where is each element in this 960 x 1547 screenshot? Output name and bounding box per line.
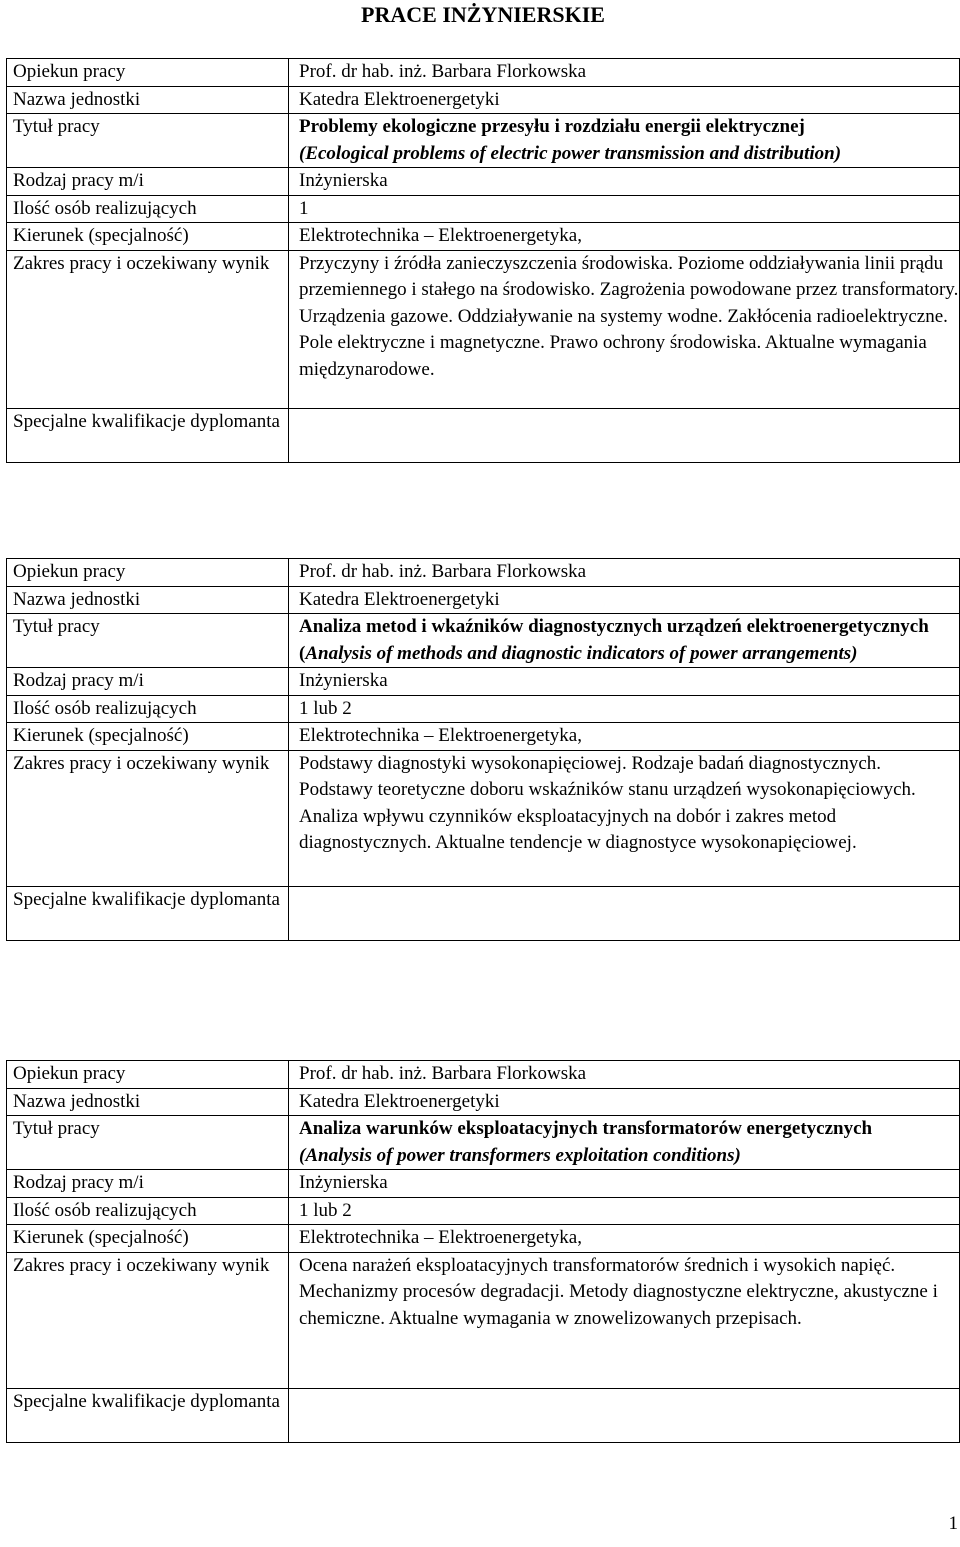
- persons-label: Ilość osób realizujących: [7, 695, 289, 723]
- page-title: PRACE INŻYNIERSKIE: [361, 2, 605, 27]
- type-label: Rodzaj pracy m/i: [7, 1170, 289, 1198]
- title-label: Tytuł pracy: [7, 1116, 289, 1170]
- scope-label: Zakres pracy i oczekiwany wynik: [7, 250, 289, 408]
- title-en-line: [299, 641, 959, 668]
- unit-label: Nazwa jednostki: [7, 1088, 289, 1116]
- type-label: Rodzaj pracy m/i: [7, 668, 289, 696]
- persons-value: 1 lub 2: [289, 695, 960, 723]
- qualifications-value: [289, 1388, 960, 1442]
- type-value: Inżynierska: [289, 1170, 960, 1198]
- persons-row: [7, 695, 960, 723]
- page-number: 1: [948, 1513, 958, 1534]
- unit-row: [7, 586, 960, 614]
- thesis-table-3: [6, 1060, 960, 1443]
- field-label: Kierunek (specjalność): [7, 723, 289, 751]
- unit-label: Nazwa jednostki: [7, 586, 289, 614]
- field-value: Elektrotechnika – Elektroenergetyka,: [289, 223, 960, 251]
- qualifications-value: [289, 408, 960, 462]
- persons-row: [7, 1197, 960, 1225]
- unit-row: [7, 1088, 960, 1116]
- field-row: [7, 223, 960, 251]
- title-pl: Analiza metod i wkaźników diagnostycznych urządzeń elektroenergetycznych: [299, 616, 929, 637]
- type-row: [7, 168, 960, 196]
- type-value: Inżynierska: [289, 668, 960, 696]
- scope-label: Zakres pracy i oczekiwany wynik: [7, 1252, 289, 1388]
- scope-row: [7, 750, 960, 886]
- supervisor-row: [7, 1061, 960, 1089]
- title-en-open-paren: (: [299, 642, 306, 664]
- persons-value: 1 lub 2: [289, 1197, 960, 1225]
- qualifications-row: [7, 408, 960, 462]
- title-en: (Analysis of power transformers exploitation conditions): [299, 1144, 741, 1166]
- title-pl: Analiza warunków eksploatacyjnych transformatorów energetycznych: [299, 1118, 873, 1139]
- supervisor-value: Prof. dr hab. inż. Barbara Florkowska: [289, 59, 960, 87]
- qualifications-label: Specjalne kwalifikacje dyplomanta: [7, 1388, 289, 1442]
- supervisor-label: Opiekun pracy: [7, 559, 289, 587]
- title-value: [289, 114, 960, 168]
- title-pl: Problemy ekologiczne przesyłu i rozdziału energii elektrycznej: [299, 116, 805, 137]
- scope-value: Podstawy diagnostyki wysokonapięciowej. Rodzaje badań diagnostycznych. Podstawy teoretyczne doboru wskaźników stanu urządzeń wysokonapięciowych. Analiza wpływu czynników eksploatacyjnych na dobór i zakres metod diagnostycznych. Aktualne tendencje w diagnostyce wysokonapięciowej.: [289, 750, 960, 886]
- persons-row: [7, 195, 960, 223]
- type-value: Inżynierska: [289, 168, 960, 196]
- field-row: [7, 723, 960, 751]
- field-value: Elektrotechnika – Elektroenergetyka,: [289, 1225, 960, 1253]
- unit-row: [7, 86, 960, 114]
- type-row: [7, 668, 960, 696]
- title-label: Tytuł pracy: [7, 614, 289, 668]
- scope-value: Ocena narażeń eksploatacyjnych transformatorów średnich i wysokich napięć. Mechanizmy procesów degradacji. Metody diagnostyczne elektryczne, akustyczne i chemiczne. Aktualne wymagania w znowelizowanych przepisach.: [289, 1252, 960, 1388]
- qualifications-label: Specjalne kwalifikacje dyplomanta: [7, 886, 289, 940]
- thesis-table-2: [6, 558, 960, 941]
- thesis-table-1: [6, 58, 960, 463]
- title-row: [7, 614, 960, 668]
- supervisor-label: Opiekun pracy: [7, 1061, 289, 1089]
- supervisor-row: [7, 59, 960, 87]
- scope-label: Zakres pracy i oczekiwany wynik: [7, 750, 289, 886]
- title-en: (Ecological problems of electric power transmission and distribution): [299, 142, 842, 164]
- supervisor-label: Opiekun pracy: [7, 59, 289, 87]
- unit-value: Katedra Elektroenergetyki: [289, 1088, 960, 1116]
- persons-value: 1: [289, 195, 960, 223]
- persons-label: Ilość osób realizujących: [7, 1197, 289, 1225]
- supervisor-value: Prof. dr hab. inż. Barbara Florkowska: [289, 1061, 960, 1089]
- qualifications-value: [289, 886, 960, 940]
- title-row: [7, 114, 960, 168]
- type-label: Rodzaj pracy m/i: [7, 168, 289, 196]
- unit-label: Nazwa jednostki: [7, 86, 289, 114]
- title-value: [289, 614, 960, 668]
- qualifications-label: Specjalne kwalifikacje dyplomanta: [7, 408, 289, 462]
- field-label: Kierunek (specjalność): [7, 223, 289, 251]
- field-value: Elektrotechnika – Elektroenergetyka,: [289, 723, 960, 751]
- title-label: Tytuł pracy: [7, 114, 289, 168]
- title-row: [7, 1116, 960, 1170]
- scope-row: [7, 250, 960, 408]
- qualifications-row: [7, 1388, 960, 1442]
- unit-value: Katedra Elektroenergetyki: [289, 586, 960, 614]
- unit-value: Katedra Elektroenergetyki: [289, 86, 960, 114]
- field-row: [7, 1225, 960, 1253]
- scope-value: Przyczyny i źródła zanieczyszczenia środowiska. Poziome oddziaływania linii prądu przemiennego i stałego na środowisko. Zagrożenia powodowane przez transformatory. Urządzenia gazowe. Oddziaływanie na systemy wodne. Zakłócenia radioelektryczne. Pole elektryczne i magnetyczne. Prawo ochrony środowiska. Aktualne wymagania międzynarodowe.: [289, 250, 960, 408]
- title-en: Analysis of methods and diagnostic indicators of power arrangements): [305, 642, 858, 664]
- title-value: [289, 1116, 960, 1170]
- supervisor-row: [7, 559, 960, 587]
- field-label: Kierunek (specjalność): [7, 1225, 289, 1253]
- type-row: [7, 1170, 960, 1198]
- supervisor-value: Prof. dr hab. inż. Barbara Florkowska: [289, 559, 960, 587]
- scope-row: [7, 1252, 960, 1388]
- qualifications-row: [7, 886, 960, 940]
- persons-label: Ilość osób realizujących: [7, 195, 289, 223]
